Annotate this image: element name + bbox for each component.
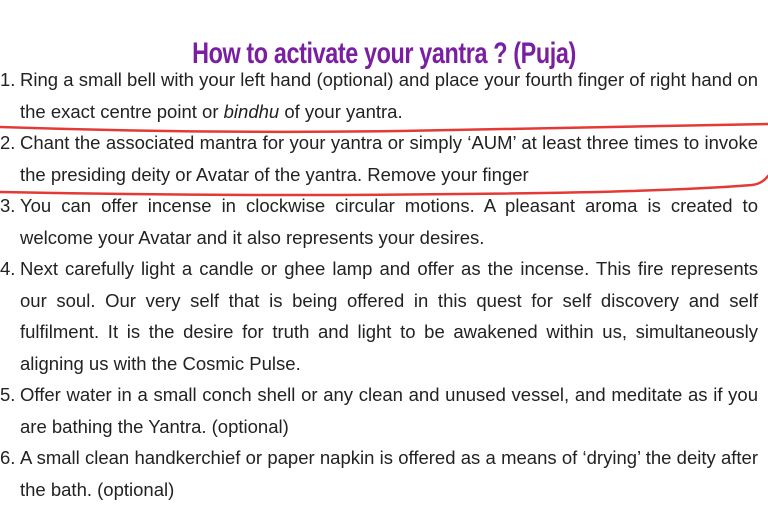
step-item-6	[0, 442, 768, 505]
step-text: You can offer incense in clockwise circular motions. A pleasant aroma is created to welcome your Avatar and it also represents your desires.	[20, 195, 758, 248]
step-item-3	[0, 190, 768, 253]
step-text-part: of your yantra.	[279, 100, 403, 122]
step-number: 3.	[0, 195, 16, 216]
step-number: 2.	[0, 132, 16, 153]
step-text: A small clean handkerchief or paper napkin is offered as a means of ‘drying’ the deity after the bath. (optional)	[20, 447, 758, 500]
page-title: How to activate your yantra ? (Puja)	[192, 37, 576, 71]
step-item-2	[0, 127, 768, 190]
step-number: 1.	[0, 69, 16, 90]
step-item-5	[0, 379, 768, 442]
step-text-part: Ring a small bell with your left hand (optional) and place your fourth finger of right hand on the exact centre point or	[20, 69, 758, 122]
step-text: Next carefully light a candle or ghee lamp and offer as the incense. This fire represents our soul. Our very self that is being offered in this quest for self discovery and self fulfilment. It is the desire for truth and light to be awakened within us, simultaneously aligning us with the Cosmic Pulse.	[20, 258, 758, 374]
step-item-4	[0, 253, 768, 379]
step-number: 6.	[0, 447, 16, 468]
step-number: 4.	[0, 258, 16, 279]
step-text: Chant the associated mantra for your yantra or simply ‘AUM’ at least three times to invoke the presiding deity or Avatar of the yantra. Remove your finger	[20, 132, 758, 185]
step-text	[20, 69, 758, 122]
step-number: 5.	[0, 384, 16, 405]
step-text: Offer water in a small conch shell or any clean and unused vessel, and meditate as if you are bathing the Yantra. (optional)	[20, 384, 758, 437]
step-item-1	[0, 64, 768, 127]
instruction-list	[0, 64, 768, 505]
bindhu-term: bindhu	[223, 100, 280, 122]
